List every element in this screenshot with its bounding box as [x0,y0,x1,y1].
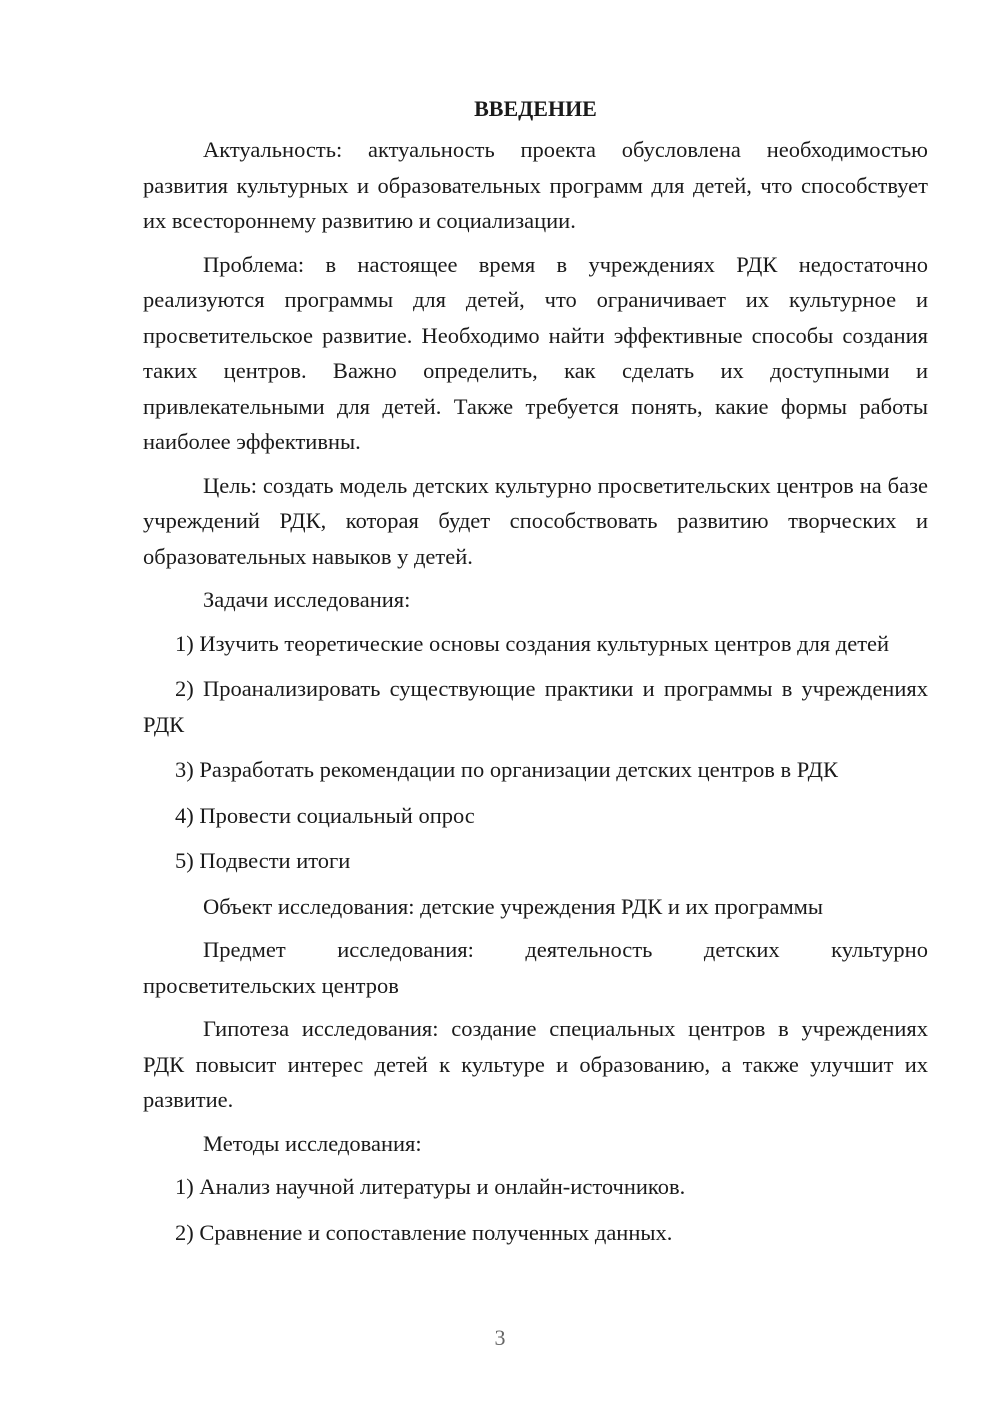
task-item: 5) Подвести итоги [175,848,351,873]
subject-word: деятельность [525,937,653,962]
task-item: 4) Провести социальный опрос [175,802,475,828]
page-number: 3 [494,1325,506,1350]
section-title: ВВЕДЕНИЕ [474,96,597,121]
subject-word: Предмет [203,937,286,962]
subject-continuation: просветительских центров [143,972,399,998]
methods-label: Методы исследования: [203,1130,422,1156]
relevance-paragraph: Актуальность: актуальность проекта обусловлена необходимостью развития культурных и образовательных программ для детей, что способствует их всестороннему развитию и социализации. [143,137,928,233]
subject-first-line [143,932,928,968]
problem-paragraph: Проблема: в настоящее время в учреждениях РДК недостаточно реализуются программы для детей, что ограничивает их культурное и просветительское развитие. Необходимо найти эффективные способы создания таких центров. Важно определить, как сделать их доступными и привлекательными для детей. Также требуется понять, какие формы работы наиболее эффективны. [143,251,928,454]
document-page [143,92,928,1260]
task-item: 3) Разработать рекомендации по организации детских центров в РДК [175,757,838,782]
subject-word: детских [703,937,780,962]
task-item: 1) Изучить теоретические основы создания культурных центров для детей [175,630,890,656]
goal-paragraph: Цель: создать модель детских культурно просветительских центров на базе учреждений РДК, которая будет способствовать развитию творческих и образовательных навыков у детей. [143,472,928,569]
tasks-label: Задачи исследования: [203,587,411,612]
task-item: 2) Проанализировать существующие практики и программы в учреждениях РДК [143,676,928,737]
hypothesis-paragraph: Гипотеза исследования: создание специальных центров в учреждениях РДК повысит интерес детей к культуре и образованию, а также улучшит их развитие. [143,1016,928,1112]
subject-word: культурно [831,937,928,962]
object-paragraph: Объект исследования: детские учреждения РДК и их программы [203,893,824,919]
subject-paragraph [143,932,928,1003]
subject-word: исследования: [337,937,474,962]
method-item: 2) Сравнение и сопоставление полученных данных. [175,1219,673,1245]
method-item: 1) Анализ научной литературы и онлайн-источников. [175,1174,686,1199]
